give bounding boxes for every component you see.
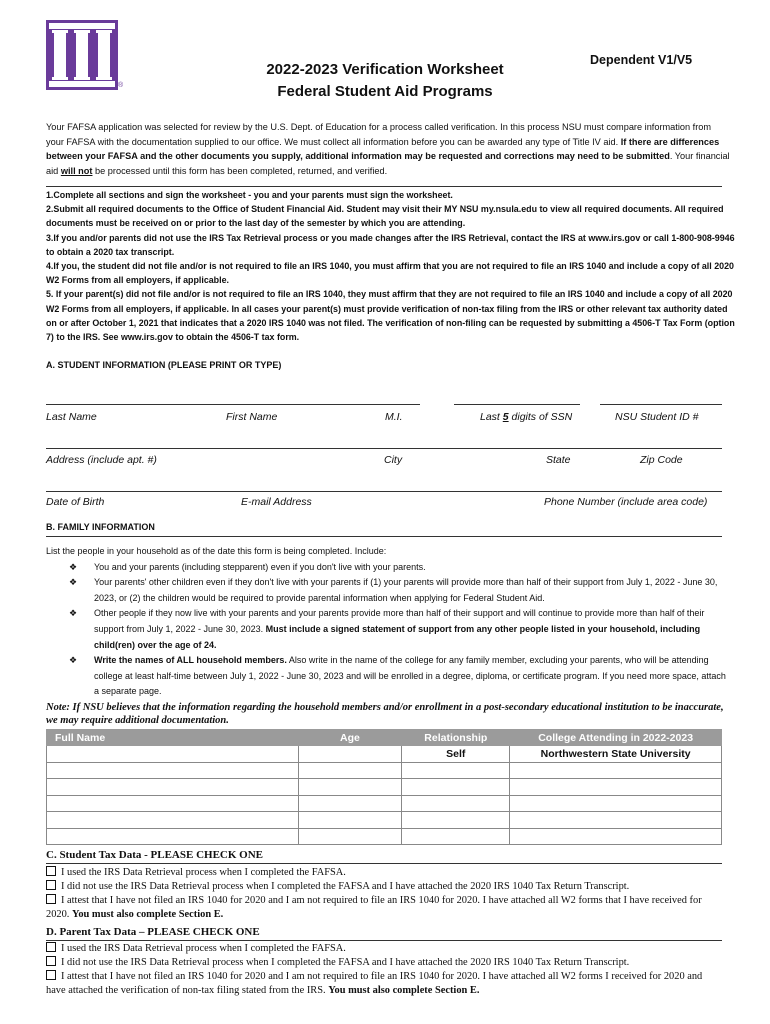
list-item <box>46 575 730 606</box>
option-text: I did not use the IRS Data Retrieval process when I completed the FAFSA and I have attached the 2020 IRS 1040 Tax Return Transcript. <box>61 881 630 892</box>
student-tax-options <box>46 866 722 922</box>
mi-label: M.I. <box>385 411 403 423</box>
address-line[interactable] <box>46 448 722 449</box>
cell-age[interactable] <box>298 795 402 812</box>
family-note: Note: If NSU believes that the information regarding the household members and/or enrollment in a post-secondary educational institution to be inaccurate, we may require additional documentation. <box>46 702 724 726</box>
instructions-list <box>46 188 736 344</box>
title-line-1: 2022-2023 Verification Worksheet <box>266 61 504 78</box>
student-option-1[interactable] <box>46 866 722 880</box>
bullet-bold: Write the names of ALL household members. <box>94 655 287 666</box>
student-option-2[interactable] <box>46 880 722 894</box>
header-college: College Attending in 2022-2023 <box>510 730 722 746</box>
cell-age[interactable] <box>298 812 402 829</box>
intro-bold: If there are differences between your FAFSA and the other documents you supply, additional information may be requested and corrections may need to be submitted <box>46 136 720 162</box>
cell-full-name[interactable] <box>47 762 299 779</box>
ssn-label <box>480 411 572 423</box>
name-line[interactable] <box>46 404 420 405</box>
cell-college[interactable] <box>510 828 722 845</box>
intro-text: Your FAFSA application was selected for review by the U.S. Dept. of Education for a process called verification. In this process NSU must compare information from your FAFSA with the documentation supplied to our office. We must collect all information before you can be awarded any type of Title IV aid. <box>46 122 712 147</box>
address-label: Address (include apt. #) <box>46 454 157 466</box>
cell-age[interactable] <box>298 779 402 796</box>
nsu-id-line[interactable] <box>600 404 722 405</box>
table-row <box>47 828 722 845</box>
section-a-heading: A. STUDENT INFORMATION (PLEASE PRINT OR TYPE) <box>46 360 282 370</box>
option-text: I did not use the IRS Data Retrieval process when I completed the FAFSA and I have attached the 2020 IRS 1040 Tax Return Transcript. <box>61 957 630 968</box>
table-row <box>47 812 722 829</box>
option-text: I used the IRS Data Retrieval process when I completed the FAFSA. <box>61 943 346 954</box>
checkbox[interactable] <box>46 894 56 904</box>
parent-option-3[interactable] <box>46 970 722 998</box>
checkbox[interactable] <box>46 942 56 952</box>
student-option-3[interactable] <box>46 894 722 922</box>
divider <box>46 186 722 187</box>
section-d-heading: D. Parent Tax Data – PLEASE CHECK ONE <box>46 926 260 938</box>
first-name-label: First Name <box>226 411 278 423</box>
cell-full-name[interactable] <box>47 779 299 796</box>
diamond-bullet-icon: ❖ <box>69 608 78 619</box>
cell-full-name[interactable] <box>47 746 299 763</box>
table-row <box>47 795 722 812</box>
diamond-bullet-icon: ❖ <box>69 655 78 666</box>
option-bold: You must also complete Section E. <box>328 985 480 996</box>
cell-full-name[interactable] <box>47 795 299 812</box>
list-item <box>46 606 730 653</box>
intro-paragraph <box>46 120 730 178</box>
table-row <box>47 762 722 779</box>
last-name-label: Last Name <box>46 411 97 423</box>
option-text: I attest that I have not filed an IRS 1040 for 2020 and I am not required to file an IRS 1040 for 2020. I have attached all W2 forms I received for 2020 and have attached the verification of non-tax filing stated from the IRS. <box>46 971 703 996</box>
email-label: E-mail Address <box>241 496 312 508</box>
bullet-text: Your parents' other children even if they don't live with your parents if (1) your parents will provide more than half of their support from July 1, 2022 - June 30, 2023, or (2) the children would be required to provide parental information when applying for Federal Student Aid. <box>94 577 718 603</box>
bullet-text: Other people if they now live with your parents and your parents provide more than half of their support and will continue to provide more than half of their support from July 1, 2022 - June 30, 2023. <box>94 608 705 634</box>
option-text: I used the IRS Data Retrieval process when I completed the FAFSA. <box>61 867 346 878</box>
parent-option-1[interactable] <box>46 942 722 956</box>
page-title <box>200 59 570 103</box>
family-instructions <box>46 544 730 700</box>
parent-option-2[interactable] <box>46 956 722 970</box>
contact-line[interactable] <box>46 491 722 492</box>
instruction-item: 5. If your parent(s) did not file and/or is not required to file an IRS 1040, they must affirm that they are not required to file an IRS 1040 and include a copy of all 2020 W2 Forms from all employers, if applicable. In all cases your parent(s) must provide verification of non-tax filing from the IRS or other relevant tax authority dated on or after October 1, 2021 that indicates that a 2020 IRS 1040 was not filed. The verification of non-filing can be requested by submitting a 4506-T Tax Form (option 7) to the IRS. See www.irs.gov to obtain the 4506-T tax form. <box>46 289 735 343</box>
registered-mark: ® <box>118 82 124 89</box>
cell-relationship[interactable] <box>402 779 510 796</box>
header-relationship: Relationship <box>402 730 510 746</box>
option-bold: You must also complete Section E. <box>71 909 224 920</box>
cell-relationship[interactable] <box>402 812 510 829</box>
nsu-id-label: NSU Student ID # <box>615 411 699 423</box>
cell-relationship: Self <box>402 746 510 763</box>
instruction-item: 2.Submit all required documents to the Office of Student Financial Aid. Student may visit their MY NSU my.nsula.edu to view all required documents. All required documents must be received on or prior to the last day of the semester by which you are attending. <box>46 204 724 229</box>
bullet-text: You and your parents (including stepparent) even if you don't live with your parents. <box>94 561 426 572</box>
checkbox[interactable] <box>46 970 56 980</box>
cell-relationship[interactable] <box>402 762 510 779</box>
header-full-name: Full Name <box>47 730 299 746</box>
cell-age[interactable] <box>298 762 402 779</box>
cell-college[interactable] <box>510 812 722 829</box>
table-row <box>47 746 722 763</box>
divider <box>46 940 722 941</box>
list-item <box>46 560 730 576</box>
header-age: Age <box>298 730 402 746</box>
intro-text-2: . Your financial aid <box>46 151 730 176</box>
state-label: State <box>546 454 571 466</box>
list-item <box>46 653 730 700</box>
section-b-heading: B. FAMILY INFORMATION <box>46 522 155 532</box>
form-version: Dependent V1/V5 <box>590 53 693 67</box>
city-label: City <box>384 454 403 466</box>
option-text: I attest that I have not filed an IRS 1040 for 2020 and I am not required to file an IRS 1040 for 2020. I have attached all W2 forms that I have received for 2020. <box>46 895 702 920</box>
section-c-heading: C. Student Tax Data - PLEASE CHECK ONE <box>46 849 263 861</box>
divider <box>46 536 722 537</box>
title-line-2: Federal Student Aid Programs <box>277 83 493 100</box>
instruction-item: 4.If you, the student did not file and/or is not required to file an IRS 1040, you must affirm that you are not required to file an IRS 1040 and include a copy of all 2020 W2 Forms from all employers, if applicable. <box>46 261 734 286</box>
dob-label: Date of Birth <box>46 496 105 508</box>
ssn-label-num: 5 <box>502 411 509 423</box>
ssn-label-pre: Last <box>480 411 503 423</box>
cell-college[interactable] <box>510 779 722 796</box>
cell-age[interactable] <box>298 828 402 845</box>
cell-college[interactable] <box>510 762 722 779</box>
cell-relationship[interactable] <box>402 795 510 812</box>
bullet-bold: Must include a signed statement of support from any other people listed in your household, including child(ren) over the age of 24. <box>94 623 701 650</box>
household-table <box>46 729 722 845</box>
instruction-item: 3.If you and/or parents did not use the IRS Tax Retrieval process or you made changes after the IRS Retrieval, contact the IRS at www.irs.gov or call 1-800-908-9946 to obtain a 2020 tax transcript. <box>46 232 735 257</box>
cell-age[interactable] <box>298 746 402 763</box>
checkbox[interactable] <box>46 880 56 890</box>
diamond-bullet-icon: ❖ <box>69 561 78 572</box>
diamond-bullet-icon: ❖ <box>69 577 78 588</box>
instruction-item: 1.Complete all sections and sign the worksheet - you and your parents must sign the worksheet. <box>46 190 453 200</box>
checkbox[interactable] <box>46 956 56 966</box>
intro-text-3: be processed until this form has been completed, returned, and verified. <box>92 165 388 176</box>
cell-college[interactable] <box>510 795 722 812</box>
zip-label: Zip Code <box>640 454 683 466</box>
checkbox[interactable] <box>46 866 56 876</box>
intro-underline: will not <box>60 165 93 176</box>
cell-relationship[interactable] <box>402 828 510 845</box>
parent-tax-options <box>46 942 722 998</box>
phone-label: Phone Number (include area code) <box>544 496 708 508</box>
cell-full-name[interactable] <box>47 828 299 845</box>
divider <box>46 863 722 864</box>
family-lead: List the people in your household as of the date this form is being completed. Include: <box>46 546 387 556</box>
ssn-line[interactable] <box>454 404 580 405</box>
table-row <box>47 779 722 796</box>
cell-college: Northwestern State University <box>510 746 722 763</box>
ssn-label-post: digits of SSN <box>508 411 573 423</box>
nsu-columns-logo <box>46 20 118 90</box>
bullet-text: Also write in the name of the college for any family member, excluding your parents, who will be attending college at least half-time between July 1, 2022 - June 30, 2023 and will be enrolled in a degree, diploma, or certificate program. If you need more space, attach a separate page. <box>94 655 726 697</box>
cell-full-name[interactable] <box>47 812 299 829</box>
